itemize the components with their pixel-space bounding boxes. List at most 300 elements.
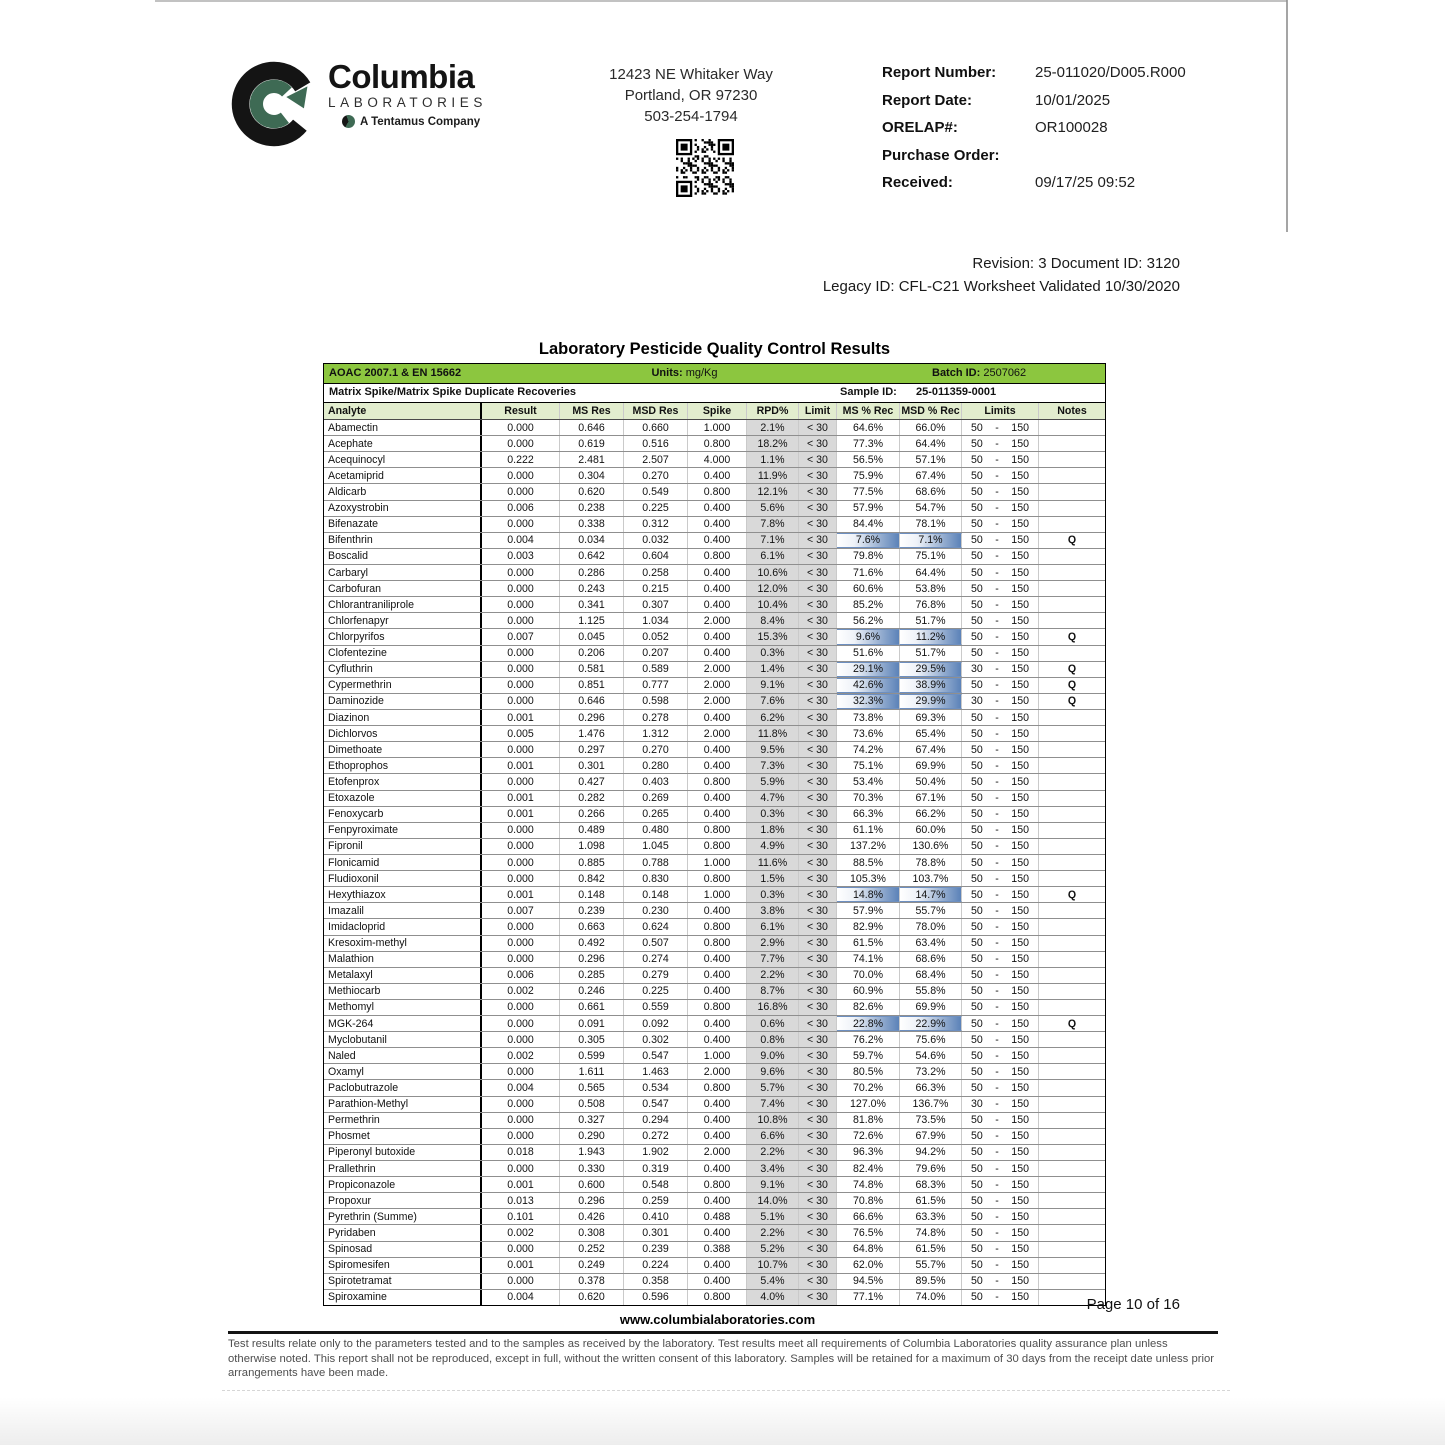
analyte-cell: Propoxur	[324, 1193, 482, 1208]
limit-value: -	[995, 1243, 999, 1256]
table-cell: 0.410	[624, 1209, 688, 1224]
table-cell: 74.2%	[837, 742, 900, 757]
limit-value: 50	[971, 1017, 983, 1030]
table-cell: 0.358	[624, 1274, 688, 1289]
table-cell: 0.800	[688, 549, 747, 564]
notes-cell	[1039, 1064, 1105, 1079]
table-cell: 96.3%	[837, 1145, 900, 1160]
table-cell	[962, 662, 1039, 677]
notes-cell	[1039, 1161, 1105, 1176]
table-cell: 0.400	[688, 1225, 747, 1240]
report-date-value: 10/01/2025	[1035, 91, 1111, 109]
table-cell: 75.1%	[837, 758, 900, 773]
table-cell: 78.1%	[900, 517, 962, 532]
limit-value: 50	[971, 630, 983, 643]
qr-code	[676, 139, 734, 197]
notes-cell: Q	[1067, 679, 1077, 692]
table-row	[324, 678, 1105, 694]
table-cell: 9.0%	[747, 1048, 799, 1063]
received-row	[882, 174, 1186, 193]
table-row	[324, 1258, 1105, 1274]
table-row	[324, 1209, 1105, 1225]
table-cell: 63.3%	[900, 1209, 962, 1224]
limit-value: 150	[1011, 969, 1029, 982]
table-cell: 0.488	[688, 1209, 747, 1224]
table-cell: < 30	[799, 452, 837, 467]
table-cell: < 30	[799, 533, 837, 548]
limit-value: -	[995, 1291, 999, 1304]
table-cell: < 30	[799, 629, 837, 644]
table-cell: 89.5%	[900, 1274, 962, 1289]
notes-cell	[1039, 742, 1105, 757]
footer-divider	[228, 1331, 1218, 1334]
report-date-label: Report Date:	[882, 91, 973, 109]
limit-value: -	[995, 1227, 999, 1240]
table-cell	[962, 1274, 1039, 1289]
column-header-ms-rec: MS % Rec	[837, 403, 900, 419]
limit-value: -	[995, 1065, 999, 1078]
table-cell: 0.297	[560, 742, 624, 757]
table-cell: 2.2%	[747, 1145, 799, 1160]
table-cell: 0.800	[688, 839, 747, 854]
table-cell: < 30	[799, 420, 837, 435]
table-cell: 12.1%	[747, 484, 799, 499]
table-cell: 1.000	[688, 1048, 747, 1063]
table-cell: 4.000	[688, 452, 747, 467]
table-cell	[962, 839, 1039, 854]
table-cell: 0.001	[482, 1177, 560, 1192]
limit-value: -	[995, 679, 999, 692]
analyte-cell: Paclobutrazole	[324, 1080, 482, 1095]
table-row	[324, 549, 1105, 565]
limit-value: -	[995, 1178, 999, 1191]
table-cell: 2.000	[688, 694, 747, 709]
table-row	[324, 1290, 1105, 1305]
table-cell: 0.005	[482, 726, 560, 741]
table-cell: 62.0%	[837, 1258, 900, 1273]
table-sample-bar	[324, 384, 1105, 403]
table-cell: 57.9%	[837, 501, 900, 516]
table-cell: 67.1%	[900, 791, 962, 806]
limit-value: 150	[1011, 743, 1029, 756]
notes-cell	[1039, 581, 1105, 596]
table-cell: 1.098	[560, 839, 624, 854]
limit-value: 150	[1011, 711, 1029, 724]
table-cell: < 30	[799, 710, 837, 725]
analyte-cell: Kresoxim-methyl	[324, 936, 482, 951]
table-cell: 6.1%	[747, 919, 799, 934]
table-cell: 0.3%	[747, 646, 799, 661]
table-cell: 14.8%	[837, 887, 900, 902]
analyte-cell: Pyrethrin (Summe)	[324, 1209, 482, 1224]
table-cell	[962, 533, 1039, 548]
table-cell: < 30	[799, 968, 837, 983]
table-cell: 0.619	[560, 436, 624, 451]
table-row	[324, 1145, 1105, 1161]
table-cell: 85.2%	[837, 597, 900, 612]
analyte-cell: Aldicarb	[324, 484, 482, 499]
limit-value: 150	[1011, 1082, 1029, 1095]
table-cell	[962, 613, 1039, 628]
table-cell: 0.002	[482, 984, 560, 999]
limit-value: 150	[1011, 1291, 1029, 1304]
limit-value: -	[995, 775, 999, 788]
table-cell: 0.001	[482, 758, 560, 773]
notes-cell	[1039, 468, 1105, 483]
table-cell: 0.225	[624, 501, 688, 516]
limit-value: 50	[971, 1243, 983, 1256]
table-cell: 29.5%	[900, 662, 962, 677]
limit-value: 50	[971, 1146, 983, 1159]
limit-value: -	[995, 727, 999, 740]
table-cell: 0.307	[624, 597, 688, 612]
notes-cell	[1039, 758, 1105, 773]
limit-value: 50	[971, 453, 983, 466]
limit-value: 50	[971, 1178, 983, 1191]
table-cell: 0.400	[688, 629, 747, 644]
limit-value: -	[995, 953, 999, 966]
limit-value: 150	[1011, 904, 1029, 917]
table-cell: 0.000	[482, 1242, 560, 1257]
table-cell	[962, 484, 1039, 499]
analyte-cell: Daminozide	[324, 694, 482, 709]
limit-value: 150	[1011, 1033, 1029, 1046]
table-cell: 5.9%	[747, 774, 799, 789]
table-cell: 0.052	[624, 629, 688, 644]
table-cell: 1.943	[560, 1145, 624, 1160]
table-cell: 0.258	[624, 565, 688, 580]
table-cell: 0.230	[624, 903, 688, 918]
table-cell: 0.548	[624, 1177, 688, 1192]
scan-artifact-bottom-line	[222, 1390, 1230, 1391]
table-cell: 67.9%	[900, 1129, 962, 1144]
address-line-2: Portland, OR 97230	[624, 87, 758, 104]
table-cell: 0.000	[482, 936, 560, 951]
table-cell: 53.4%	[837, 774, 900, 789]
table-cell: 1.045	[624, 839, 688, 854]
table-cell	[962, 742, 1039, 757]
table-cell	[962, 1258, 1039, 1273]
table-cell: 75.9%	[837, 468, 900, 483]
table-row	[324, 1193, 1105, 1209]
limit-value: 150	[1011, 792, 1029, 805]
limit-value: 50	[971, 808, 983, 821]
notes-cell	[1039, 984, 1105, 999]
table-cell: 5.7%	[747, 1080, 799, 1095]
limit-value: 150	[1011, 453, 1029, 466]
table-row	[324, 1016, 1105, 1032]
table-cell: 0.624	[624, 919, 688, 934]
table-cell: 82.4%	[837, 1161, 900, 1176]
table-cell: < 30	[799, 1225, 837, 1240]
table-cell: 64.6%	[837, 420, 900, 435]
table-cell: 0.596	[624, 1290, 688, 1305]
notes-cell	[1039, 1225, 1105, 1240]
table-cell	[962, 726, 1039, 741]
table-row	[324, 774, 1105, 790]
table-cell: 0.301	[560, 758, 624, 773]
table-cell: 1.476	[560, 726, 624, 741]
table-cell: 7.3%	[747, 758, 799, 773]
table-cell: 56.5%	[837, 452, 900, 467]
table-cell: 0.000	[482, 839, 560, 854]
table-cell	[962, 1048, 1039, 1063]
limit-value: -	[995, 792, 999, 805]
table-cell	[962, 678, 1039, 693]
analyte-cell: Acetamiprid	[324, 468, 482, 483]
table-cell: 57.9%	[837, 903, 900, 918]
table-cell: 0.598	[624, 694, 688, 709]
table-cell: 1.000	[688, 855, 747, 870]
table-cell: 0.800	[688, 1290, 747, 1305]
notes-cell	[1039, 903, 1105, 918]
limit-value: 50	[971, 1082, 983, 1095]
report-date-row	[882, 92, 1186, 111]
table-cell: 7.7%	[747, 952, 799, 967]
table-cell: < 30	[799, 1145, 837, 1160]
analyte-cell: Cyfluthrin	[324, 662, 482, 677]
table-cell: < 30	[799, 597, 837, 612]
table-cell: 0.534	[624, 1080, 688, 1095]
notes-cell	[1039, 1258, 1105, 1273]
limit-value: -	[995, 437, 999, 450]
limit-value: 150	[1011, 840, 1029, 853]
limit-value: 150	[1011, 1146, 1029, 1159]
notes-cell	[1039, 807, 1105, 822]
purchase-order-label: Purchase Order:	[882, 146, 1000, 164]
table-cell: < 30	[799, 436, 837, 451]
table-cell: 0.800	[688, 436, 747, 451]
table-cell: < 30	[799, 1209, 837, 1224]
table-cell	[962, 565, 1039, 580]
table-cell: 0.006	[482, 968, 560, 983]
table-row	[324, 807, 1105, 823]
analyte-cell: Fenpyroximate	[324, 823, 482, 838]
analyte-cell: Acequinocyl	[324, 452, 482, 467]
table-row	[324, 1064, 1105, 1080]
sample-id-label: Sample ID:	[840, 386, 897, 398]
limit-value: 150	[1011, 679, 1029, 692]
table-cell: 10.8%	[747, 1113, 799, 1128]
table-cell: 32.3%	[837, 694, 900, 709]
table-cell: 7.1%	[747, 533, 799, 548]
limit-value: 50	[971, 711, 983, 724]
limit-value: 150	[1011, 582, 1029, 595]
table-cell: 105.3%	[837, 871, 900, 886]
table-cell: 130.6%	[900, 839, 962, 854]
table-cell: 0.400	[688, 533, 747, 548]
notes-cell	[1039, 1177, 1105, 1192]
table-cell: 74.1%	[837, 952, 900, 967]
table-cell: 11.8%	[747, 726, 799, 741]
table-cell: 0.400	[688, 1113, 747, 1128]
table-cell: 0.400	[688, 1258, 747, 1273]
table-cell	[962, 984, 1039, 999]
analyte-cell: Dimethoate	[324, 742, 482, 757]
table-cell: 0.885	[560, 855, 624, 870]
limit-value: 50	[971, 824, 983, 837]
limit-value: -	[995, 1033, 999, 1046]
scan-artifact-top-line	[155, 0, 1287, 2]
table-cell: 82.6%	[837, 1000, 900, 1015]
analyte-cell: Imazalil	[324, 903, 482, 918]
table-cell: 10.4%	[747, 597, 799, 612]
table-row	[324, 839, 1105, 855]
limit-value: -	[995, 937, 999, 950]
table-cell	[962, 710, 1039, 725]
notes-cell	[1039, 1048, 1105, 1063]
analyte-cell: Methiocarb	[324, 984, 482, 999]
table-cell	[962, 517, 1039, 532]
table-cell: 136.7%	[900, 1097, 962, 1112]
table-cell	[962, 468, 1039, 483]
table-cell: 9.6%	[747, 1064, 799, 1079]
table-cell: 0.549	[624, 484, 688, 499]
table-cell: 59.7%	[837, 1048, 900, 1063]
limit-value: 50	[971, 1275, 983, 1288]
notes-cell	[1039, 791, 1105, 806]
table-cell: 68.3%	[900, 1177, 962, 1192]
table-cell: 0.3%	[747, 887, 799, 902]
notes-cell	[1039, 1113, 1105, 1128]
limit-value: 150	[1011, 630, 1029, 643]
limit-value: 50	[971, 759, 983, 772]
table-cell: 61.5%	[837, 936, 900, 951]
table-row	[324, 484, 1105, 500]
table-cell	[962, 581, 1039, 596]
limit-value: 150	[1011, 1162, 1029, 1175]
table-cell: 0.278	[624, 710, 688, 725]
table-cell: 2.000	[688, 1064, 747, 1079]
table-cell: 0.559	[624, 1000, 688, 1015]
section-title: Matrix Spike/Matrix Spike Duplicate Recoveries	[329, 386, 576, 398]
table-cell: 54.6%	[900, 1048, 962, 1063]
analyte-cell: Oxamyl	[324, 1064, 482, 1079]
table-cell: 0.400	[688, 517, 747, 532]
table-cell: 1.8%	[747, 823, 799, 838]
table-cell: 68.4%	[900, 968, 962, 983]
table-cell: 29.1%	[837, 662, 900, 677]
table-row	[324, 871, 1105, 887]
table-cell: 77.5%	[837, 484, 900, 499]
table-cell	[962, 758, 1039, 773]
limit-value: 50	[971, 485, 983, 498]
table-cell: 0.238	[560, 501, 624, 516]
table-cell: 14.0%	[747, 1193, 799, 1208]
table-cell: 0.480	[624, 823, 688, 838]
table-cell: 0.604	[624, 549, 688, 564]
table-cell: 0.400	[688, 758, 747, 773]
limit-value: 50	[971, 1227, 983, 1240]
table-cell: 0.018	[482, 1145, 560, 1160]
table-cell: 0.400	[688, 468, 747, 483]
limit-value: -	[995, 969, 999, 982]
table-cell: 0.508	[560, 1097, 624, 1112]
notes-cell	[1039, 1097, 1105, 1112]
table-cell: 68.6%	[900, 484, 962, 499]
table-cell: 0.400	[688, 1097, 747, 1112]
table-cell: 2.2%	[747, 968, 799, 983]
table-cell: < 30	[799, 936, 837, 951]
table-row	[324, 694, 1105, 710]
analyte-cell: Bifenthrin	[324, 533, 482, 548]
limit-value: 150	[1011, 920, 1029, 933]
table-cell: 0.272	[624, 1129, 688, 1144]
limit-value: 150	[1011, 1227, 1029, 1240]
table-cell: 0.002	[482, 1048, 560, 1063]
limit-value: 150	[1011, 502, 1029, 515]
table-cell: 10.6%	[747, 565, 799, 580]
analyte-cell: Etoxazole	[324, 791, 482, 806]
analyte-cell: Azoxystrobin	[324, 501, 482, 516]
table-cell	[962, 646, 1039, 661]
analyte-cell: Hexythiazox	[324, 887, 482, 902]
table-cell	[962, 774, 1039, 789]
table-cell: 0.000	[482, 919, 560, 934]
notes-cell: Q	[1067, 1017, 1077, 1030]
table-cell: 0.400	[688, 710, 747, 725]
table-cell: 66.0%	[900, 420, 962, 435]
table-cell: 0.000	[482, 694, 560, 709]
limit-value: 50	[971, 743, 983, 756]
analyte-cell: Clofentezine	[324, 646, 482, 661]
analyte-cell: Piperonyl butoxide	[324, 1145, 482, 1160]
table-row	[324, 919, 1105, 935]
table-cell: 74.0%	[900, 1290, 962, 1305]
table-cell: 0.001	[482, 1258, 560, 1273]
table-cell: 0.266	[560, 807, 624, 822]
notes-cell	[1039, 1129, 1105, 1144]
table-cell: < 30	[799, 549, 837, 564]
notes-cell: Q	[1067, 663, 1077, 676]
limit-value: -	[995, 1194, 999, 1207]
table-cell	[962, 1177, 1039, 1192]
table-row	[324, 968, 1105, 984]
table-cell: 0.000	[482, 565, 560, 580]
limit-value: 150	[1011, 856, 1029, 869]
analyte-cell: Chlorantraniliprole	[324, 597, 482, 612]
limit-value: -	[995, 1082, 999, 1095]
table-cell: 2.481	[560, 452, 624, 467]
table-cell: 42.6%	[837, 678, 900, 693]
limit-value: -	[995, 920, 999, 933]
table-row	[324, 420, 1105, 436]
table-cell: 0.301	[624, 1225, 688, 1240]
table-cell: < 30	[799, 839, 837, 854]
table-row	[324, 436, 1105, 452]
limit-value: -	[995, 985, 999, 998]
table-cell	[962, 597, 1039, 612]
table-cell: 54.7%	[900, 501, 962, 516]
table-cell	[962, 887, 1039, 902]
table-cell: 0.252	[560, 1242, 624, 1257]
limit-value: 50	[971, 1033, 983, 1046]
table-cell: 0.265	[624, 807, 688, 822]
table-cell: 94.5%	[837, 1274, 900, 1289]
analyte-cell: Fenoxycarb	[324, 807, 482, 822]
table-cell: 77.3%	[837, 436, 900, 451]
table-cell: < 30	[799, 871, 837, 886]
table-cell: 0.296	[560, 1193, 624, 1208]
table-cell: 0.215	[624, 581, 688, 596]
limit-value: 150	[1011, 1114, 1029, 1127]
table-cell: 0.092	[624, 1016, 688, 1031]
table-cell: 0.032	[624, 533, 688, 548]
table-cell: 76.5%	[837, 1225, 900, 1240]
table-cell: 61.5%	[900, 1242, 962, 1257]
table-cell: 1.1%	[747, 452, 799, 467]
table-cell: 0.286	[560, 565, 624, 580]
